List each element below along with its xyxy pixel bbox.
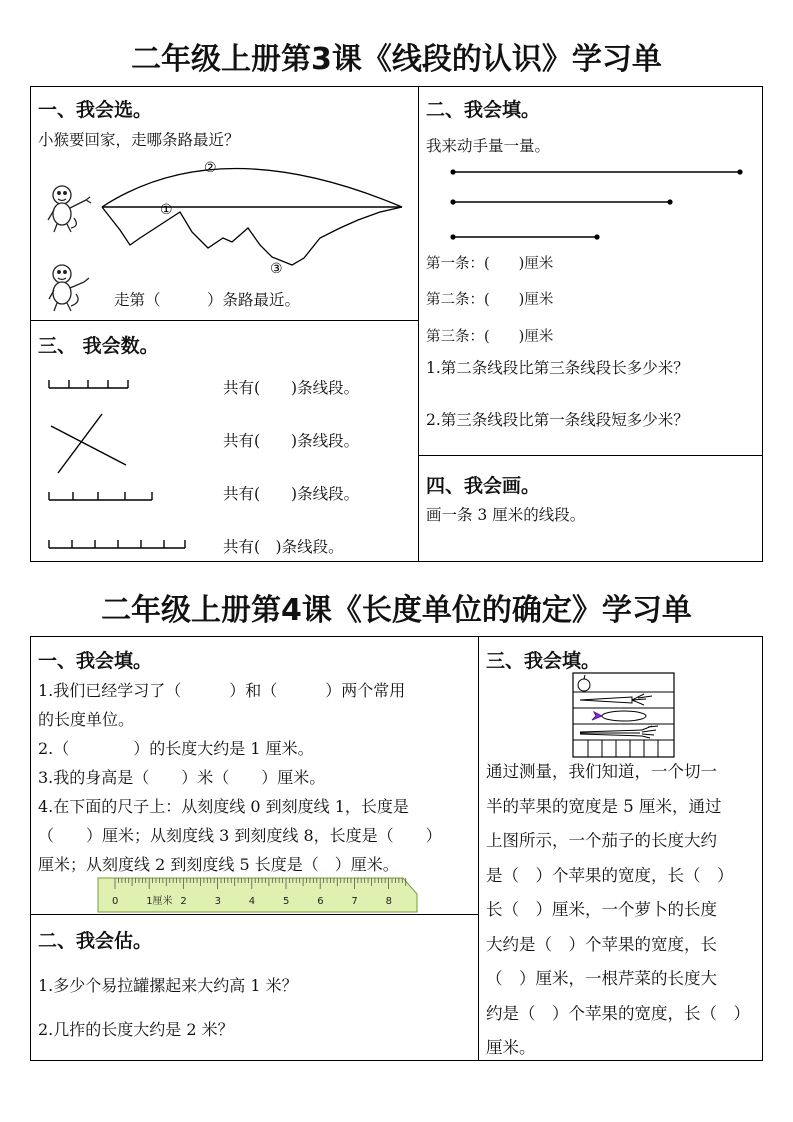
ruler-label: 5 [283, 896, 290, 907]
vegetables-grid-figure [572, 672, 676, 760]
lesson4-title: 二年级上册第4课《长度单位的确定》学习单 [101, 593, 692, 628]
ruler-label: 7 [351, 896, 358, 907]
l3-s4-text: 画一条 3 厘米的线段。 [426, 506, 586, 524]
l3-s2-heading: 二、我会填。 [426, 99, 541, 121]
l3-s2-line2: 第二条：( )厘米 [426, 292, 554, 308]
ruler-label: 4 [248, 896, 256, 907]
l4-s3-line1: 通过测量，我们知道，一个切一 [486, 762, 717, 781]
l4-s1-line6: （ ）厘米；从刻度线 3 到刻度线 8，长度是（ ） [38, 826, 442, 845]
l4-s2-heading: 二、我会估。 [38, 930, 153, 952]
l4-s1-text [38, 676, 474, 879]
l4-s1-line1: 1.我们已经学习了（ ）和（ ）两个常用 [38, 681, 406, 700]
l4-s1-line2: 的长度单位。 [38, 710, 135, 729]
ruler-figure [97, 876, 427, 914]
l3-s1-heading: 一、我会选。 [38, 99, 153, 121]
ruler-label: 1厘米 [146, 896, 173, 907]
l3-s2-line3: 第三条：( )厘米 [426, 329, 554, 345]
ruler-label: 3 [214, 896, 221, 907]
l4-s3-text [486, 755, 761, 1066]
l4-s1-line5: 4.在下面的尺子上：从刻度线 0 到刻度线 1，长度是 [38, 797, 409, 816]
ruler-label: 8 [385, 896, 392, 907]
l3-s3-row1: 共有( )条线段。 [223, 379, 360, 397]
l3-s2-q1: 1.第二条线段比第三条线段长多少米？ [426, 359, 689, 377]
l4-s3-line7: （ ）厘米，一根芹菜的长度大 [486, 969, 717, 988]
lesson3-title: 二年级上册第3课《线段的认识》学习单 [131, 42, 662, 77]
l3-s2-intro: 我来动手量一量。 [426, 137, 551, 155]
l4-s3-line3: 上图所示，一个茄子的长度大约 [486, 831, 717, 850]
l4-s1-heading: 一、我会填。 [38, 650, 153, 672]
l3-s2-q2: 2.第三条线段比第一条线段短多少米？ [426, 411, 689, 429]
l4-s1-line3: 2.（ ）的长度大约是 1 厘米。 [38, 739, 314, 758]
l4-s3-line4: 是（ ）个苹果的宽度，长（ ） [486, 865, 734, 885]
l3-s3-row4: 共有( )条线段。 [223, 538, 344, 556]
path-label-1: ① [160, 202, 173, 218]
path-label-3: ③ [270, 261, 283, 277]
ruler-label: 0 [112, 896, 119, 907]
l3-s4-heading: 四、我会画。 [426, 475, 541, 497]
l3-s3-heading: 三、 我会数。 [38, 335, 159, 357]
path-label-2: ② [204, 160, 217, 176]
ruler-label: 6 [317, 896, 324, 907]
l4-s3-line6: 大约是（ ）个苹果的宽度，长 [486, 934, 717, 954]
l4-s1-line7: 厘米；从刻度线 2 到刻度线 5 长度是（ ）厘米。 [38, 855, 399, 874]
l4-s3-line2: 半的苹果的宽度是 5 厘米，通过 [486, 796, 722, 816]
monkey-icon [49, 265, 89, 311]
measure-segments-figure [448, 164, 748, 244]
count-segments-figure [40, 370, 200, 560]
l4-s2-q2: 2.几拃的长度大约是 2 米？ [38, 1020, 234, 1039]
l4-s3-line8: 约是（ ）个苹果的宽度，长（ ） [486, 1003, 750, 1023]
l4-s1-line4: 3.我的身高是（ ）米（ ）厘米。 [38, 768, 326, 787]
l3-s3-row3: 共有( )条线段。 [223, 485, 360, 503]
l4-s2-q1: 1.多少个易拉罐摞起来大约高 1 米？ [38, 976, 298, 995]
l3-s1-answer: 走第（ ）条路最近。 [114, 291, 301, 309]
l4-s3-line9: 厘米。 [486, 1038, 536, 1057]
monkey-icon [48, 186, 91, 232]
l3-s1-question: 小猴要回家，走哪条路最近？ [38, 131, 240, 149]
l3-s2-line1: 第一条：( )厘米 [426, 256, 554, 272]
l4-s3-heading: 三、我会填。 [486, 650, 601, 672]
l4-s3-line5: 长（ ）厘米，一个萝卜的长度 [486, 900, 717, 919]
ruler-label: 2 [180, 896, 187, 907]
l3-s3-row2: 共有( )条线段。 [223, 432, 360, 450]
